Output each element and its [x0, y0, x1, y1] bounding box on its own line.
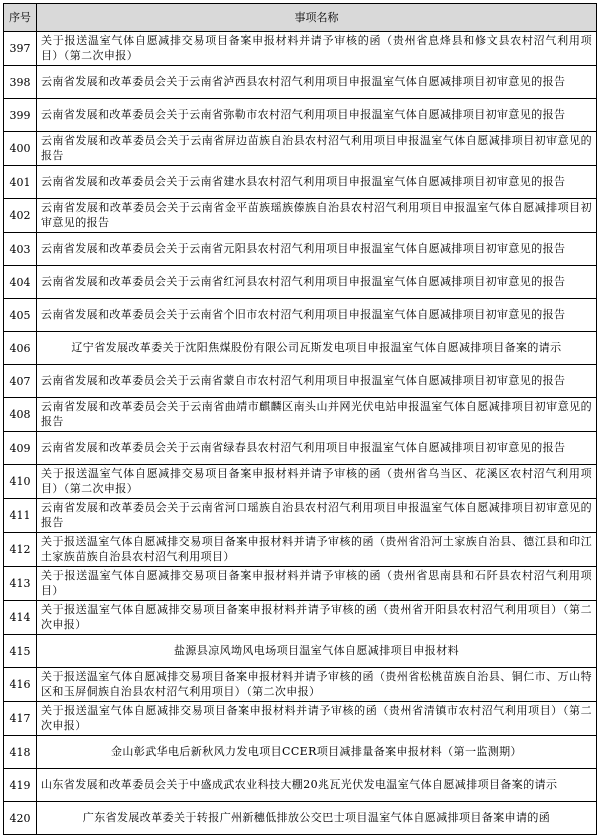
table-row	[4, 365, 597, 398]
table-row	[4, 132, 597, 166]
table-row	[4, 432, 597, 465]
row-number: 401	[4, 166, 37, 199]
row-number: 419	[4, 769, 37, 802]
row-number: 402	[4, 199, 37, 233]
table-row	[4, 533, 597, 567]
table-row	[4, 567, 597, 601]
row-item-name: 广东省发展改革委关于转报广州新穗低排放公交巴士项目温室气体自愿减排项目备案申请的函	[37, 802, 597, 835]
row-number: 400	[4, 132, 37, 166]
col-header-no: 序号	[4, 4, 37, 32]
table-row	[4, 601, 597, 635]
row-item-name: 云南省发展和改革委员会关于云南省河口瑶族自治县农村沼气利用项目申报温室气体自愿减排项目初审意见的报告	[37, 499, 597, 533]
row-number: 418	[4, 736, 37, 769]
table-row	[4, 499, 597, 533]
row-item-name: 云南省发展和改革委员会关于云南省绿春县农村沼气利用项目申报温室气体自愿减排项目初审意见的报告	[37, 432, 597, 465]
table-row	[4, 233, 597, 266]
row-number: 403	[4, 233, 37, 266]
row-item-name: 盐源县凉风坳风电场项目温室气体自愿减排项目申报材料	[37, 635, 597, 668]
row-item-name: 关于报送温室气体自愿减排交易项目备案申报材料并请予审核的函（贵州省息烽县和修文县农村沼气利用项目）（第二次申报）	[37, 32, 597, 66]
row-item-name: 关于报送温室气体自愿减排交易项目备案申报材料并请予审核的函（贵州省开阳县农村沼气利用项目）（第二次申报）	[37, 601, 597, 635]
row-number: 399	[4, 99, 37, 132]
table-row	[4, 166, 597, 199]
row-number: 413	[4, 567, 37, 601]
row-number: 404	[4, 266, 37, 299]
row-number: 410	[4, 465, 37, 499]
row-item-name: 辽宁省发展改革委关于沈阳焦煤股份有限公司瓦斯发电项目申报温室气体自愿减排项目备案的请示	[37, 332, 597, 365]
row-item-name: 云南省发展和改革委员会关于云南省元阳县农村沼气利用项目申报温室气体自愿减排项目初审意见的报告	[37, 233, 597, 266]
row-number: 415	[4, 635, 37, 668]
row-number: 407	[4, 365, 37, 398]
row-number: 412	[4, 533, 37, 567]
row-item-name: 云南省发展和改革委员会关于云南省曲靖市麒麟区南头山并网光伏电站申报温室气体自愿减排项目初审意见的报告	[37, 398, 597, 432]
row-number: 420	[4, 802, 37, 835]
row-item-name: 云南省发展和改革委员会关于云南省泸西县农村沼气利用项目申报温室气体自愿减排项目初审意见的报告	[37, 66, 597, 99]
table-row	[4, 398, 597, 432]
row-item-name: 云南省发展和改革委员会关于云南省个旧市农村沼气利用项目申报温室气体自愿减排项目初审意见的报告	[37, 299, 597, 332]
table-body	[4, 32, 597, 835]
table-row	[4, 465, 597, 499]
row-item-name: 关于报送温室气体自愿减排交易项目备案申报材料并请予审核的函（贵州省思南县和石阡县农村沼气利用项目）	[37, 567, 597, 601]
table-row	[4, 32, 597, 66]
row-item-name: 云南省发展和改革委员会关于云南省建水县农村沼气利用项目申报温室气体自愿减排项目初审意见的报告	[37, 166, 597, 199]
table-row	[4, 668, 597, 702]
row-item-name: 金山彰武华电后新秋风力发电项目CCER项目减排量备案申报材料（第一监测期）	[37, 736, 597, 769]
table-row	[4, 99, 597, 132]
row-number: 397	[4, 32, 37, 66]
row-item-name: 云南省发展和改革委员会关于云南省屏边苗族自治县农村沼气利用项目申报温室气体自愿减排项目初审意见的报告	[37, 132, 597, 166]
table-row	[4, 66, 597, 99]
table-row	[4, 332, 597, 365]
row-item-name: 关于报送温室气体自愿减排交易项目备案申报材料并请予审核的函（贵州省乌当区、花溪区农村沼气利用项目）（第二次申报）	[37, 465, 597, 499]
row-number: 406	[4, 332, 37, 365]
row-item-name: 云南省发展和改革委员会关于云南省红河县农村沼气利用项目申报温室气体自愿减排项目初审意见的报告	[37, 266, 597, 299]
table-row	[4, 702, 597, 736]
table-header-row	[4, 4, 597, 32]
table-row	[4, 769, 597, 802]
row-number: 409	[4, 432, 37, 465]
row-item-name: 关于报送温室气体自愿减排交易项目备案申报材料并请予审核的函（贵州省沿河土家族自治县、德江县和印江土家族苗族自治县农村沼气利用项目）	[37, 533, 597, 567]
row-item-name: 关于报送温室气体自愿减排交易项目备案申报材料并请予审核的函（贵州省清镇市农村沼气利用项目）（第二次申报）	[37, 702, 597, 736]
row-number: 414	[4, 601, 37, 635]
table-row	[4, 736, 597, 769]
table-row	[4, 802, 597, 835]
row-item-name: 云南省发展和改革委员会关于云南省金平苗族瑶族傣族自治县农村沼气利用项目申报温室气体自愿减排项目初审意见的报告	[37, 199, 597, 233]
table-row	[4, 266, 597, 299]
row-number: 398	[4, 66, 37, 99]
table-row	[4, 199, 597, 233]
row-number: 417	[4, 702, 37, 736]
row-item-name: 关于报送温室气体自愿减排交易项目备案申报材料并请予审核的函（贵州省松桃苗族自治县、铜仁市、万山特区和玉屏侗族自治县农村沼气利用项目）（第二次申报）	[37, 668, 597, 702]
row-number: 416	[4, 668, 37, 702]
table-row	[4, 635, 597, 668]
row-number: 411	[4, 499, 37, 533]
row-item-name: 山东省发展和改革委员会关于中盛成武农业科技大棚20兆瓦光伏发电温室气体自愿减排项目备案的请示	[37, 769, 597, 802]
row-item-name: 云南省发展和改革委员会关于云南省蒙自市农村沼气利用项目申报温室气体自愿减排项目初审意见的报告	[37, 365, 597, 398]
row-item-name: 云南省发展和改革委员会关于云南省弥勒市农村沼气利用项目申报温室气体自愿减排项目初审意见的报告	[37, 99, 597, 132]
col-header-name: 事项名称	[37, 4, 597, 32]
row-number: 405	[4, 299, 37, 332]
table-row	[4, 299, 597, 332]
records-table	[3, 3, 597, 835]
row-number: 408	[4, 398, 37, 432]
